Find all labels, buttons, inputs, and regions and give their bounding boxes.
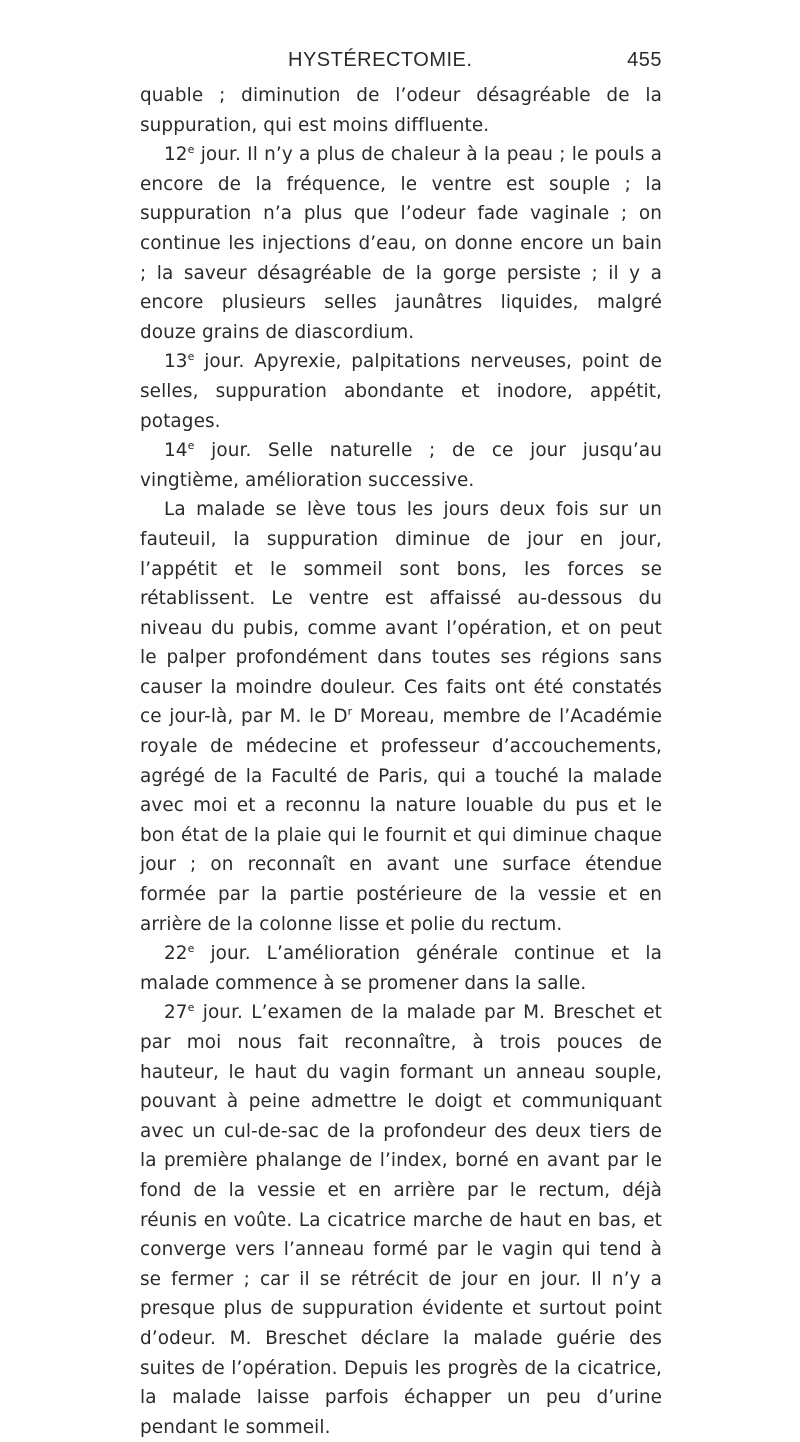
page-number: 455 [627, 49, 662, 71]
ordinal-suffix: e [187, 1001, 195, 1015]
paragraph-text: jour. Il n’y a plus de chaleur à la peau ; le pouls a encore de la fréquence, le ventre est souple ; la suppuration n’a plus que l’odeur fade vaginale ; on continue les injections d’eau, on donne encore un bain ; la saveur désagréable de la gorge persiste ; il y a encore plusieurs selles jaunâtres liquides, malgré douze grains de diascordium. [140, 144, 662, 343]
paragraph-text: Moreau, membre de l’Académie royale de médecine et professeur d’accouchements, agrégé de la Faculté de Paris, qui a touché la malade avec moi et a reconnu la nature louable du pus et le bon état de la plaie qui le fournit et qui diminue chaque jour ; on reconnaît en avant une surface étendue formée par la partie postérieure de la vessie et en arrière de la colonne lisse et polie du rectum. [140, 706, 662, 935]
day-number: 22 [164, 943, 188, 965]
paragraph-continuation [140, 81, 662, 140]
paragraph-day-27 [140, 998, 662, 1442]
doctor-abbrev-suffix: r [347, 705, 353, 719]
paragraph-text: jour. L’examen de la malade par M. Breschet et par moi nous fait reconnaître, à trois pouces de hauteur, le haut du vagin formant un anneau souple, pouvant à peine admettre le doigt et communiquant avec un cul-de-sac de la profondeur des deux tiers de la première phalange de l’index, borné en avant par le fond de la vessie et en arrière par le rectum, déjà réunis en voûte. La cicatrice marche de haut en bas, et converge vers l’anneau formé par le vagin qui tend à se fermer ; car il se rétrécit de jour en jour. Il n’y a presque plus de suppuration évidente et surtout point d’odeur. M. Breschet déclare la malade guérie des suites de l’opération. Depuis les progrès de la cicatrice, la malade laisse parfois échapper un peu d’urine pendant le sommeil. [140, 1002, 662, 1438]
paragraph-text: quable ; diminution de l’odeur désagréable de la suppuration, qui est moins diffluente. [140, 85, 662, 136]
ordinal-suffix: e [187, 143, 195, 157]
ordinal-suffix: e [187, 350, 195, 364]
running-title: HYSTÉRECTOMIE. [288, 49, 473, 71]
paragraph-text: jour. Selle naturelle ; de ce jour jusqu’au vingtième, amélioration successive. [140, 440, 662, 491]
day-number: 12 [164, 144, 188, 166]
day-number: 14 [164, 440, 188, 462]
paragraph-text: jour. L’amélioration générale continue et la malade commence à se promener dans la salle. [140, 943, 662, 994]
paragraph-day-22 [140, 939, 662, 998]
paragraph-text: La malade se lève tous les jours deux fois sur un fauteuil, la suppuration diminue de jour en jour, l’appétit et le sommeil sont bons, les forces se rétablissent. Le ventre est affaissé au-dessous du niveau du pubis, comme avant l’opération, et on peut le palper profondément dans toutes ses régions sans causer la moindre douleur. Ces faits ont été constatés ce jour-là, par M. le D [140, 499, 662, 728]
paragraph-day-12 [140, 140, 662, 347]
page-header [140, 40, 662, 80]
paragraph-day-14 [140, 436, 662, 495]
ordinal-suffix: e [187, 439, 195, 452]
paragraph-recovery [140, 495, 662, 939]
day-number: 13 [164, 351, 188, 373]
paragraph-text: jour. Apyrexie, palpitations nerveuses, point de selles, suppuration abondante et inodore, appétit, potages. [140, 351, 662, 432]
paragraph-day-13 [140, 347, 662, 436]
day-number: 27 [164, 1002, 188, 1024]
ordinal-suffix: e [187, 942, 195, 956]
body-text [140, 81, 662, 1442]
